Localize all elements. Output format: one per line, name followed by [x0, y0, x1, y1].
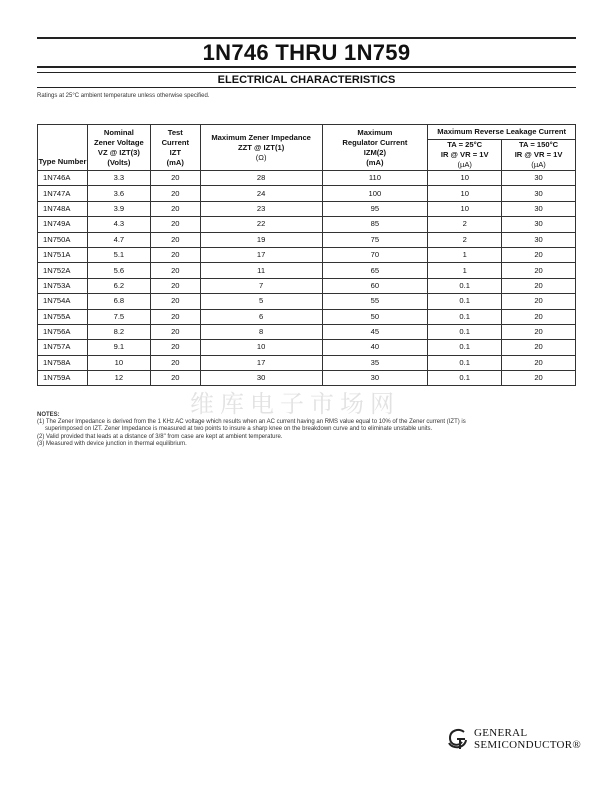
cell-type: 1N751A	[38, 247, 88, 262]
note-1: (1) The Zener Impedance is derived from the 1 KHz AC voltage which results when an AC current having an RMS value equal to 10% of the Zener current (IZT) is	[37, 419, 466, 426]
cell-impedance: 22	[200, 217, 322, 232]
header-nominal-voltage: Nominal Zener Voltage VZ @ IZT(3) (Volts)	[87, 125, 150, 171]
cell-leakage-25c: 10	[428, 201, 502, 216]
header-leakage-150c: TA = 150°C IR @ VR = 1V (µA)	[502, 140, 576, 171]
cell-leakage-150c: 30	[502, 217, 576, 232]
table-row	[38, 186, 576, 201]
cell-leakage-150c: 30	[502, 186, 576, 201]
cell-zener-voltage: 3.6	[87, 186, 150, 201]
cell-regulator-current: 65	[322, 263, 428, 278]
cell-leakage-25c: 10	[428, 186, 502, 201]
cell-leakage-150c: 30	[502, 171, 576, 186]
cell-impedance: 10	[200, 340, 322, 355]
table-row	[38, 217, 576, 232]
logo-line-1: GENERAL	[474, 727, 528, 739]
cell-leakage-25c: 0.1	[428, 294, 502, 309]
cell-regulator-current: 60	[322, 278, 428, 293]
cell-leakage-25c: 2	[428, 217, 502, 232]
cell-zener-voltage: 4.3	[87, 217, 150, 232]
section-rule-bottom	[37, 87, 576, 88]
cell-regulator-current: 110	[322, 171, 428, 186]
ratings-note: Ratings at 25°C ambient temperature unless otherwise specified.	[37, 93, 210, 99]
cell-test-current: 20	[150, 355, 200, 370]
table-row	[38, 201, 576, 216]
cell-zener-voltage: 6.8	[87, 294, 150, 309]
cell-zener-voltage: 8.2	[87, 324, 150, 339]
cell-leakage-25c: 1	[428, 263, 502, 278]
cell-zener-voltage: 3.9	[87, 201, 150, 216]
table-row	[38, 309, 576, 324]
cell-zener-voltage: 6.2	[87, 278, 150, 293]
cell-leakage-25c: 0.1	[428, 371, 502, 386]
cell-test-current: 20	[150, 201, 200, 216]
cell-regulator-current: 40	[322, 340, 428, 355]
notes	[37, 412, 582, 448]
cell-test-current: 20	[150, 171, 200, 186]
cell-impedance: 8	[200, 324, 322, 339]
cell-type: 1N758A	[38, 355, 88, 370]
cell-test-current: 20	[150, 371, 200, 386]
cell-test-current: 20	[150, 278, 200, 293]
cell-regulator-current: 70	[322, 247, 428, 262]
cell-type: 1N757A	[38, 340, 88, 355]
cell-type: 1N753A	[38, 278, 88, 293]
cell-type: 1N755A	[38, 309, 88, 324]
top-rule	[37, 37, 576, 39]
cell-leakage-150c: 20	[502, 278, 576, 293]
cell-type: 1N746A	[38, 171, 88, 186]
table-row	[38, 340, 576, 355]
cell-impedance: 7	[200, 278, 322, 293]
cell-type: 1N752A	[38, 263, 88, 278]
cell-leakage-25c: 0.1	[428, 278, 502, 293]
cell-type: 1N754A	[38, 294, 88, 309]
cell-impedance: 5	[200, 294, 322, 309]
cell-regulator-current: 75	[322, 232, 428, 247]
table-row	[38, 232, 576, 247]
cell-leakage-150c: 20	[502, 294, 576, 309]
logo-line-2: SEMICONDUCTOR®	[474, 739, 582, 751]
general-semiconductor-logo	[447, 727, 581, 751]
cell-zener-voltage: 5.6	[87, 263, 150, 278]
cell-impedance: 30	[200, 371, 322, 386]
cell-test-current: 20	[150, 263, 200, 278]
table-row	[38, 278, 576, 293]
cell-impedance: 23	[200, 201, 322, 216]
table-row	[38, 247, 576, 262]
cell-test-current: 20	[150, 294, 200, 309]
header-leakage-25c: TA = 25°C IR @ VR = 1V (µA)	[428, 140, 502, 171]
cell-leakage-25c: 0.1	[428, 324, 502, 339]
note-1-cont: superimposed on IZT. Zener Impedance is measured at two points to insure a sharp knee on the breakdown curve and to eliminate unstable units.	[45, 426, 433, 433]
cell-type: 1N759A	[38, 371, 88, 386]
cell-impedance: 17	[200, 355, 322, 370]
table-row	[38, 324, 576, 339]
header-type: Type Number	[38, 125, 88, 171]
section-rule-top	[37, 72, 576, 73]
cell-regulator-current: 35	[322, 355, 428, 370]
cell-impedance: 28	[200, 171, 322, 186]
cell-leakage-25c: 2	[428, 232, 502, 247]
cell-regulator-current: 95	[322, 201, 428, 216]
cell-zener-voltage: 10	[87, 355, 150, 370]
cell-leakage-25c: 0.1	[428, 355, 502, 370]
cell-leakage-150c: 20	[502, 355, 576, 370]
cell-regulator-current: 45	[322, 324, 428, 339]
cell-test-current: 20	[150, 232, 200, 247]
header-impedance: Maximum Zener Impedance ZZT @ IZT(1) (Ω)	[200, 125, 322, 171]
cell-type: 1N748A	[38, 201, 88, 216]
cell-type: 1N749A	[38, 217, 88, 232]
header-test-current: Test Current IZT (mA)	[150, 125, 200, 171]
cell-type: 1N756A	[38, 324, 88, 339]
note-2: (2) Valid provided that leads at a distance of 3/8" from case are kept at ambient temperature.	[37, 433, 283, 440]
cell-test-current: 20	[150, 217, 200, 232]
table-row	[38, 171, 576, 186]
notes-heading: NOTES:	[37, 412, 60, 418]
cell-impedance: 19	[200, 232, 322, 247]
cell-leakage-25c: 0.1	[428, 340, 502, 355]
cell-leakage-150c: 20	[502, 247, 576, 262]
cell-leakage-150c: 20	[502, 324, 576, 339]
cell-leakage-150c: 20	[502, 340, 576, 355]
watermark: 维库电子市场网	[190, 390, 400, 418]
cell-test-current: 20	[150, 247, 200, 262]
cell-impedance: 24	[200, 186, 322, 201]
cell-type: 1N750A	[38, 232, 88, 247]
cell-leakage-150c: 30	[502, 201, 576, 216]
title-rule	[37, 66, 576, 68]
cell-zener-voltage: 12	[87, 371, 150, 386]
note-3: (3) Measured with device junction in thermal equilibrium.	[37, 440, 187, 447]
cell-leakage-25c: 0.1	[428, 309, 502, 324]
cell-zener-voltage: 9.1	[87, 340, 150, 355]
cell-zener-voltage: 7.5	[87, 309, 150, 324]
cell-impedance: 11	[200, 263, 322, 278]
electrical-characteristics-table	[37, 124, 576, 386]
cell-leakage-150c: 20	[502, 371, 576, 386]
cell-leakage-25c: 1	[428, 247, 502, 262]
cell-leakage-150c: 20	[502, 309, 576, 324]
cell-leakage-25c: 10	[428, 171, 502, 186]
cell-regulator-current: 100	[322, 186, 428, 201]
cell-test-current: 20	[150, 186, 200, 201]
cell-regulator-current: 85	[322, 217, 428, 232]
table-row	[38, 263, 576, 278]
cell-test-current: 20	[150, 309, 200, 324]
table-row	[38, 355, 576, 370]
cell-type: 1N747A	[38, 186, 88, 201]
cell-zener-voltage: 3.3	[87, 171, 150, 186]
cell-test-current: 20	[150, 340, 200, 355]
cell-leakage-150c: 30	[502, 232, 576, 247]
cell-zener-voltage: 4.7	[87, 232, 150, 247]
header-regulator-current: Maximum Regulator Current IZM(2) (mA)	[322, 125, 428, 171]
cell-impedance: 6	[200, 309, 322, 324]
cell-zener-voltage: 5.1	[87, 247, 150, 262]
table-row	[38, 294, 576, 309]
cell-impedance: 17	[200, 247, 322, 262]
section-title: ELECTRICAL CHARACTERISTICS	[217, 74, 396, 86]
cell-regulator-current: 50	[322, 309, 428, 324]
logo-mark-icon	[447, 728, 469, 750]
cell-test-current: 20	[150, 324, 200, 339]
cell-regulator-current: 55	[322, 294, 428, 309]
cell-regulator-current: 30	[322, 371, 428, 386]
header-leakage: Maximum Reverse Leakage Current	[428, 125, 576, 140]
cell-leakage-150c: 20	[502, 263, 576, 278]
page-title: 1N746 THRU 1N759	[202, 40, 411, 65]
